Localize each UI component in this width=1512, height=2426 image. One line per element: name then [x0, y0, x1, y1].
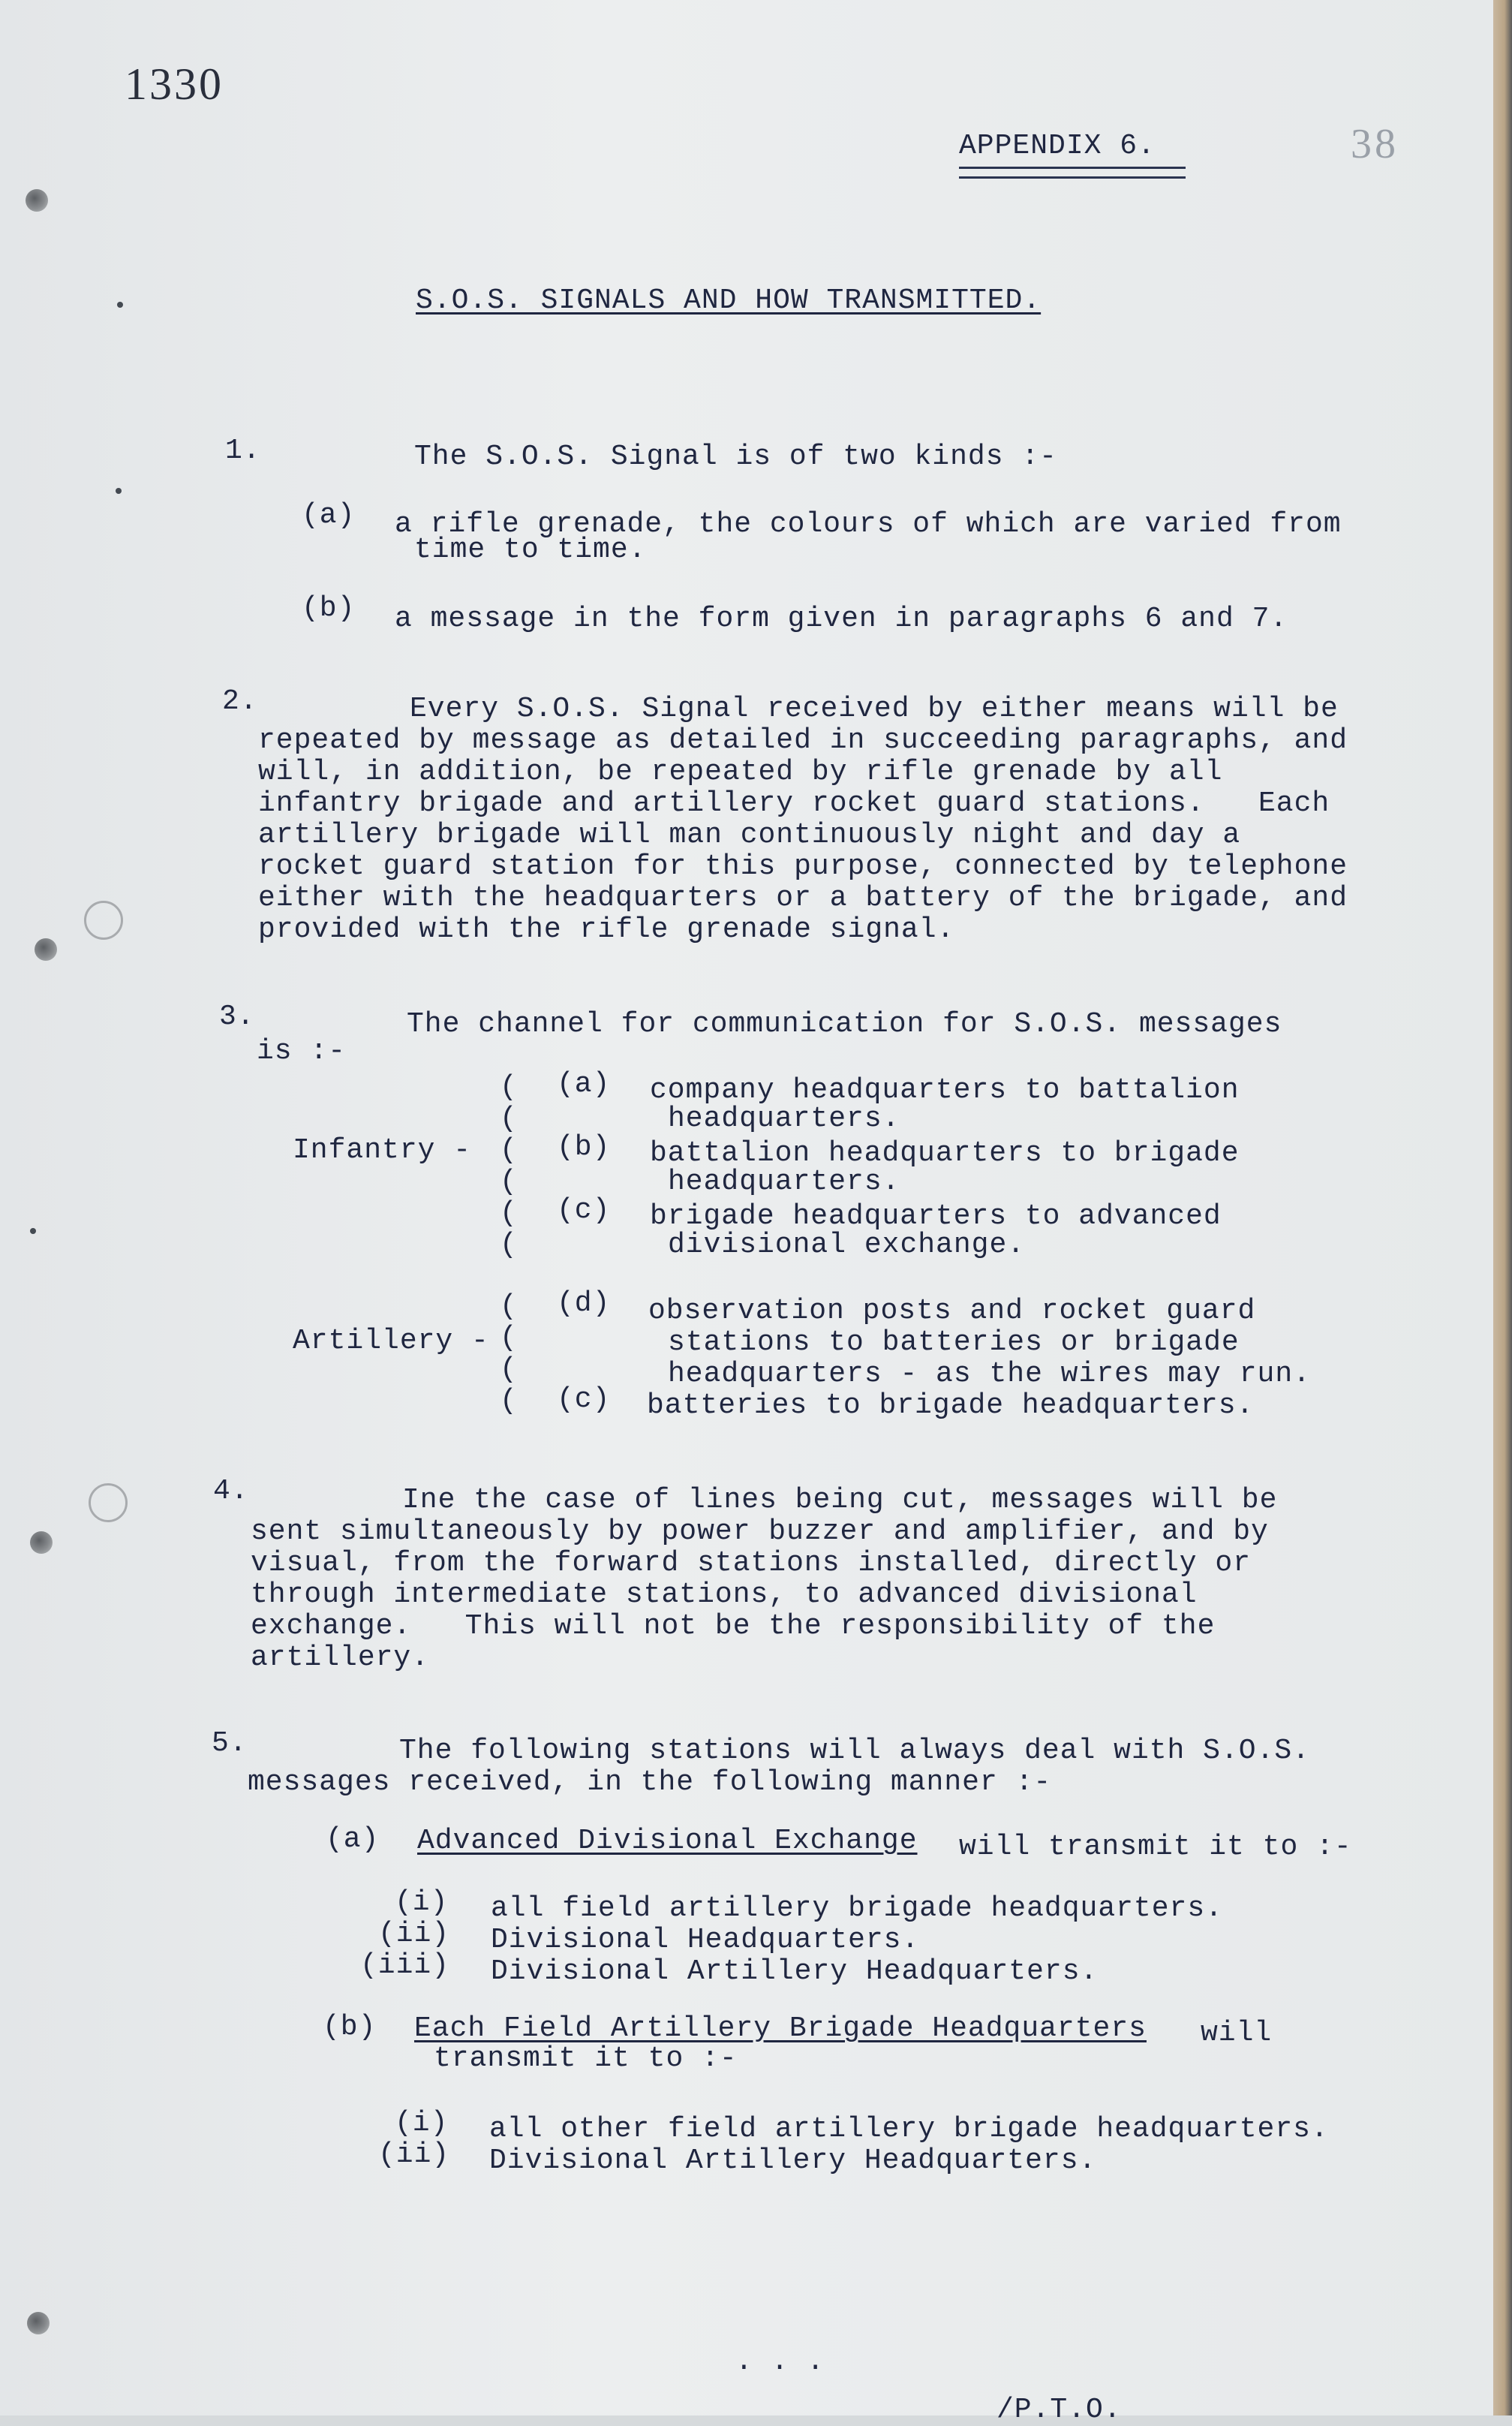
page-edge: [1493, 0, 1512, 2415]
p5-b-rest: will: [1201, 2017, 1273, 2049]
p5-number: 5.: [212, 1727, 248, 1759]
appendix-double-underline: [959, 167, 1186, 179]
infantry-label: Infantry -: [293, 1134, 472, 1166]
p3-a-line: company headquarters to battalion: [650, 1074, 1240, 1106]
p2-number: 2.: [222, 685, 258, 718]
p3-e-tag: (c): [557, 1383, 611, 1416]
document-title: S.O.S. SIGNALS AND HOW TRANSMITTED.: [416, 284, 1042, 317]
p2-line: will, in addition, be repeated by rifle grenade by all: [258, 756, 1223, 788]
p1-number: 1.: [225, 435, 261, 467]
p5-b-ii-tag: (ii): [378, 2139, 450, 2171]
p5-line: The following stations will always deal with S.O.S.: [399, 1735, 1310, 1767]
folio-mark: 38: [1351, 121, 1399, 167]
p2-line: rocket guard station for this purpose, connected by telephone: [258, 850, 1348, 883]
p5-b-i-tag: (i): [395, 2107, 449, 2139]
p3-c-line: divisional exchange.: [668, 1229, 1026, 1261]
p3-c-tag: (c): [557, 1194, 611, 1227]
p1-a-line: a rifle grenade, the colours of which are varied from: [395, 508, 1342, 540]
footer-ellipsis: . . .: [735, 2346, 825, 2378]
p2-line: provided with the rifle grenade signal.: [258, 914, 955, 946]
p1-b-line: a message in the form given in paragraphs 6 and 7.: [395, 603, 1288, 635]
p5-a-ii: Divisional Headquarters.: [491, 1924, 920, 1956]
p3-e-line: batteries to brigade headquarters.: [647, 1389, 1255, 1422]
p3-d-line: stations to batteries or brigade: [668, 1326, 1240, 1359]
speck: [30, 1228, 36, 1234]
p5-a-heading: Advanced Divisional Exchange: [417, 1825, 918, 1857]
binder-hole: [26, 189, 48, 212]
p5-a-i: all field artillery brigade headquarters.: [491, 1892, 1223, 1925]
pto-note: /P.T.O.: [996, 2394, 1122, 2426]
appendix-label: APPENDIX 6.: [959, 130, 1156, 162]
p5-b-line: transmit it to :-: [434, 2042, 738, 2075]
p5-a-iii-tag: (iii): [360, 1949, 450, 1982]
binder-hole: [35, 938, 57, 961]
binder-ring-mark: [89, 1483, 128, 1522]
p2-line: repeated by message as detailed in succeeding paragraphs, and: [258, 724, 1348, 757]
p5-a-i-tag: (i): [395, 1886, 449, 1919]
p3-d-tag: (d): [557, 1287, 611, 1320]
p3-line: is :-: [257, 1035, 347, 1067]
p5-b-heading: Each Field Artillery Brigade Headquarters: [414, 2012, 1147, 2045]
p4-line: artillery.: [251, 1642, 430, 1674]
p3-b-tag: (b): [557, 1131, 611, 1163]
bracket-column: ( ( ( (: [500, 1290, 518, 1417]
bracket-column: ( ( ( ( ( (: [500, 1071, 518, 1261]
p1-b-tag: (b): [302, 592, 356, 625]
p4-line: through intermediate stations, to advanced divisional: [251, 1579, 1198, 1611]
p3-c-line: brigade headquarters to advanced: [650, 1200, 1222, 1233]
p2-line: either with the headquarters or a battery of the brigade, and: [258, 882, 1348, 914]
p1-a-line: time to time.: [414, 534, 647, 566]
p3-number: 3.: [219, 1001, 255, 1033]
p2-line: artillery brigade will man continuously night and day a: [258, 819, 1241, 851]
p4-line: exchange. This will not be the responsibility of the: [251, 1610, 1216, 1642]
binder-hole: [27, 2312, 50, 2334]
p4-number: 4.: [213, 1475, 249, 1507]
binder-hole: [30, 1531, 53, 1554]
p5-line: messages received, in the following manner :-: [248, 1766, 1052, 1798]
speck: [117, 302, 123, 308]
p4-line: sent simultaneously by power buzzer and amplifier, and by: [251, 1515, 1269, 1548]
p5-a-ii-tag: (ii): [378, 1918, 450, 1950]
p5-b-i: all other field artillery brigade headquarters.: [489, 2113, 1329, 2145]
p3-b-line: battalion headquarters to brigade: [650, 1137, 1240, 1169]
p5-a-tag: (a): [326, 1823, 380, 1856]
p5-a-rest: will transmit it to :-: [959, 1831, 1352, 1863]
p4-line: Ine the case of lines being cut, messages will be: [402, 1484, 1278, 1516]
binder-ring-mark: [84, 901, 123, 940]
p4-line: visual, from the forward stations installed, directly or: [251, 1547, 1252, 1579]
p3-d-line: observation posts and rocket guard: [648, 1295, 1256, 1327]
p3-a-line: headquarters.: [668, 1103, 900, 1135]
p3-line: The channel for communication for S.O.S. messages: [407, 1008, 1282, 1040]
p2-line: Every S.O.S. Signal received by either means will be: [410, 693, 1339, 725]
p1-a-tag: (a): [302, 499, 356, 531]
p3-d-line: headquarters - as the wires may run.: [668, 1358, 1311, 1390]
artillery-label: Artillery -: [293, 1325, 489, 1357]
p5-b-ii: Divisional Artillery Headquarters.: [489, 2145, 1097, 2177]
p3-a-tag: (a): [557, 1068, 611, 1100]
p5-a-iii: Divisional Artillery Headquarters.: [491, 1955, 1099, 1988]
page-number: 1330: [125, 59, 224, 109]
p1-line: The S.O.S. Signal is of two kinds :-: [414, 441, 1057, 473]
speck: [116, 488, 122, 494]
p2-line: infantry brigade and artillery rocket guard stations. Each: [258, 787, 1330, 820]
p3-b-line: headquarters.: [668, 1166, 900, 1198]
p5-b-tag: (b): [323, 2011, 377, 2043]
